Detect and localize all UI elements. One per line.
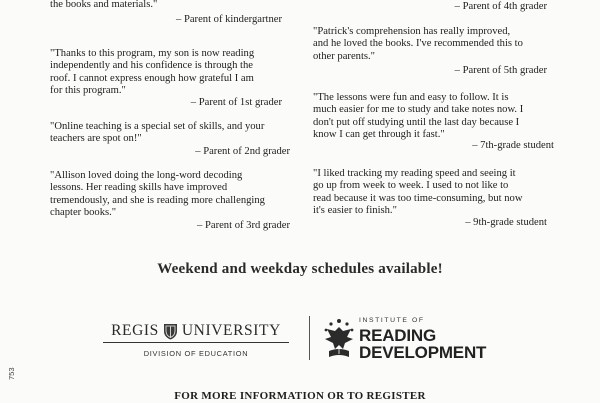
- logo-divider: [309, 316, 310, 360]
- testimonial-5th-grade-quote: "Patrick's comprehension has really improved, and he loved the books. I've recommended this to other parents.": [313, 26, 523, 62]
- ird-development: DEVELOPMENT: [359, 343, 487, 362]
- more-info-footer: FOR MORE INFORMATION OR TO REGISTER: [174, 390, 426, 402]
- regis-subtitle: DIVISION OF EDUCATION: [143, 349, 249, 358]
- regis-university-logo: [103, 322, 289, 358]
- testimonial-7th-grade-quote: "The lessons were fun and easy to follow. It is much easier for me to study and take notes now. I don't put off studying until the last day because I know I can get through it fast.": [313, 92, 524, 141]
- testimonial-4th-grade-attribution: – Parent of 4th grader: [454, 1, 547, 12]
- testimonial-5th-grade-attribution: – Parent of 5th grader: [454, 65, 547, 76]
- ird-institute-of: INSTITUTE OF: [359, 317, 425, 324]
- shield-crest-icon: [163, 323, 178, 340]
- testimonial-2nd-grade-attribution: – Parent of 2nd grader: [195, 146, 290, 157]
- testimonial-kindergarten-quote: the books and materials.": [50, 0, 158, 10]
- testimonial-1st-grade-quote: "Thanks to this program, my son is now reading independently and his confidence is through the roof. I cannot express enough how grateful I am for this program.": [50, 48, 255, 97]
- testimonial-9th-grade-attribution: – 9th-grade student: [465, 217, 547, 228]
- testimonial-7th-grade-attribution: – 7th-grade student: [472, 140, 554, 151]
- eagle-book-emblem-icon: [321, 317, 357, 361]
- testimonial-3rd-grade-quote: "Allison loved doing the long-word decoding lessons. Her reading skills have improved tremendously, and she is reading more challenging chapter books.": [50, 170, 265, 219]
- schedules-headline: Weekend and weekday schedules available!: [157, 261, 443, 277]
- regis-right-word: UNIVERSITY: [181, 322, 281, 339]
- regis-left-word: REGIS: [111, 322, 159, 339]
- ird-reading: READING: [359, 326, 436, 345]
- testimonial-kindergarten-attribution: – Parent of kindergartner: [176, 14, 282, 25]
- testimonial-1st-grade-attribution: – Parent of 1st grader: [190, 97, 282, 108]
- regis-wordmark: [103, 322, 289, 340]
- ird-logo: [319, 315, 529, 363]
- side-code: 753: [7, 367, 16, 380]
- regis-underline: [103, 341, 289, 344]
- testimonial-9th-grade-quote: "I liked tracking my reading speed and seeing it go up from week to week. I used to not like to read because it was too time-consuming, but now it's easier to finish.": [313, 168, 523, 217]
- testimonial-2nd-grade-quote: "Online teaching is a special set of skills, and your teachers are spot on!": [50, 121, 265, 145]
- testimonial-3rd-grade-attribution: – Parent of 3rd grader: [197, 220, 290, 231]
